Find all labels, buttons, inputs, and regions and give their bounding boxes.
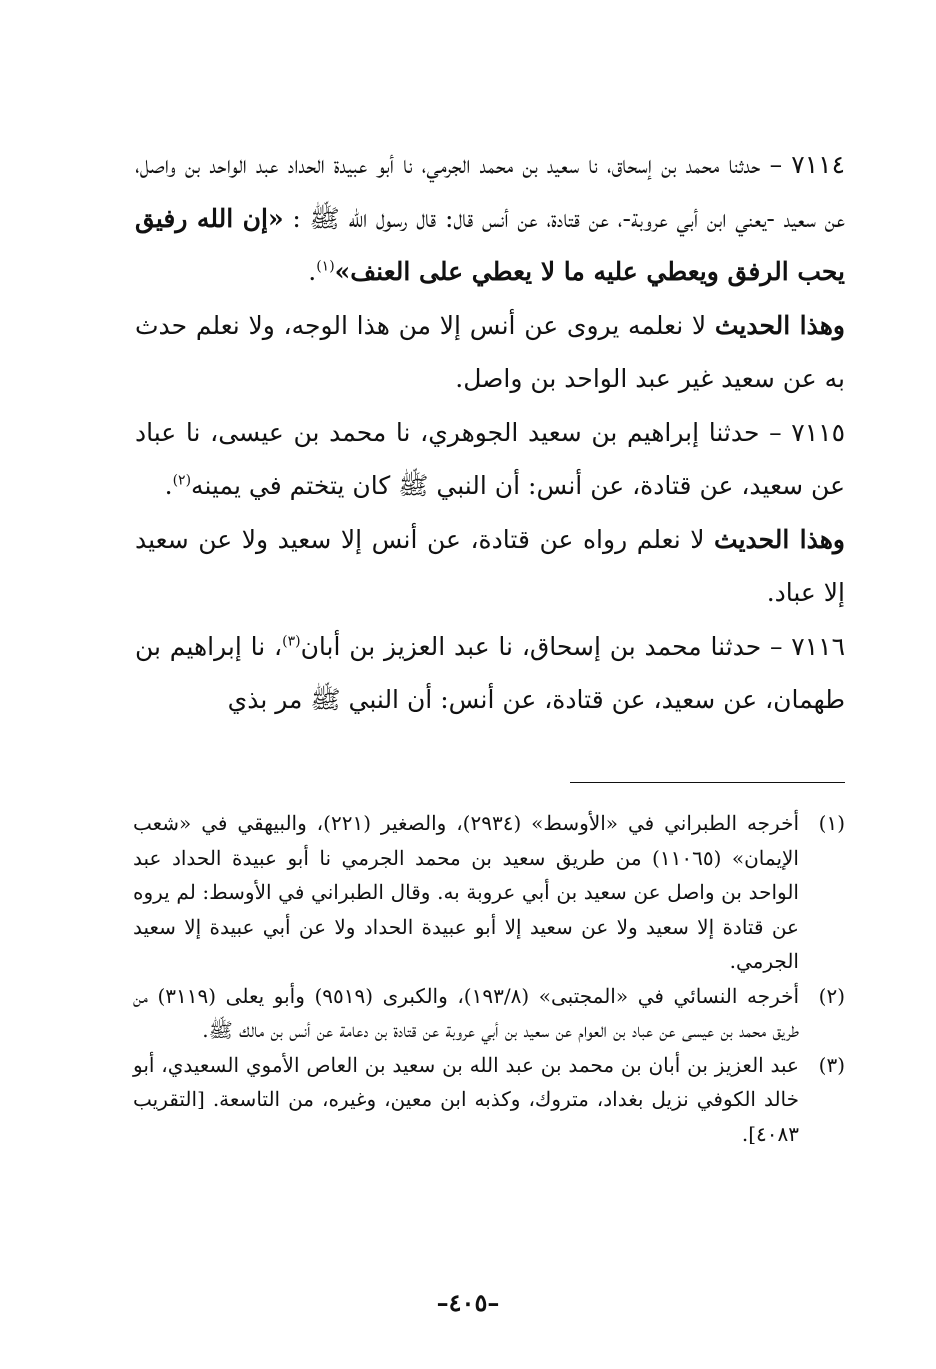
footnote-text: أخرجه الطبراني في «الأوسط» (٢٩٣٤)، والصغير (٢٢١)، والبيهقي في «شعب الإيمان» (١١٠٦٥) من طريق سعيد بن محمد الجرمي نا أبو عبيدة الحداد عبد الواحد بن واصل عن سعيد بن أبي عروبة به. وقال الطبراني في الأوسط: لم يروه عن قتادة إلا سعيد ولا عن سعيد إلا أبو عبيدة الحداد ولا عن أبي عبيدة إلا سعيد الجرمي. [133, 811, 799, 973]
footnote-number: (٣) [818, 1052, 845, 1077]
main-text [135, 138, 845, 727]
footnote-1 [133, 806, 845, 979]
hadith-7116: ٧١١٦ – حدثنا محمد بن إسحاق، نا عبد العزيز بن أبان$^{(٣)}$، نا إبراهيم بن طهمان، عن سعيد، عن قتادة، عن أنس: أن النبي ﷺ مر بذي [135, 631, 846, 714]
footnote-text: عبد العزيز بن أبان بن محمد بن عبد الله بن سعيد بن العاص الأموي السعيدي، أبو خالد الكوفي نزيل بغداد، متروك، وكذبه ابن معين، وغيره، من التاسعة. [التقريب ٤٠٨٣]. [133, 1052, 799, 1146]
footnote-2 [133, 979, 845, 1048]
footnote-number: (٢) [818, 983, 845, 1008]
footnotes [133, 806, 845, 1151]
footnote-3 [133, 1048, 845, 1152]
footnote-ref-3[interactable]: (٣) [282, 633, 301, 650]
comment-7115: وهذا الحديث لا نعلم رواه عن قتادة، عن أنس إلا سعيد ولا عن سعيد إلا عباد. [135, 524, 846, 607]
comment-lead: وهذا الحديث [714, 310, 846, 340]
hadith-7115: ٧١١٥ – حدثنا إبراهيم بن سعيد الجوهري، نا محمد بن عيسى، نا عباد عن سعيد، عن قتادة، عن أنس: أن النبي ﷺ كان يتختم في يمينه$^{(٢)}$. [135, 417, 845, 500]
footnote-ref-1[interactable]: (١) [316, 258, 335, 275]
comment-lead: وهذا الحديث [714, 524, 846, 554]
comment-7114: وهذا الحديث لا نعلمه يروى عن أنس إلا من هذا الوجه، ولا نعلم حدث به عن سعيد غير عبد الواحد بن واصل. [135, 310, 846, 393]
footnote-ref-2[interactable]: (٢) [172, 472, 192, 489]
footnote-text: أخرجه النسائي في «المجتبى» (١٩٣/٨)، والكبرى (٩٥١٩) وأبو يعلى (٣١١٩) من طريق محمد بن عيسى عن عباد بن العوام عن سعيد بن أبي عروبة عن قتادة بن دعامة عن أنس بن مالك ﷺ. [133, 983, 800, 1042]
footnote-separator [570, 782, 845, 783]
footnote-number: (١) [818, 811, 845, 835]
hadith-7114-matn: «إن الله رفيق يحب الرفق ويعطي عليه ما لا يعطي على العنف» [135, 203, 845, 286]
hadith-7114: ٧١١٤ – حدثنا محمد بن إسحاق، نا سعيد بن محمد الجرمي، نا أبو عبيدة الحداد عبد الواحد بن واصل، عن سعيد -يعني ابن أبي عروبة-، عن قتادة، عن أنس قال: قال رسول الله ﷺ : «إن الله رفيق يحب الرفق ويعطي عليه ما لا يعطي على العنف»$^{(١)}$. [135, 150, 846, 286]
hadith-7114-isnad: ٧١١٤ – حدثنا محمد بن إسحاق، نا سعيد بن محمد الجرمي، نا أبو عبيدة الحداد عبد الواحد بن واصل، عن سعيد -يعني ابن أبي عروبة-، عن قتادة، عن أنس قال: قال رسول الله ﷺ : [135, 150, 846, 233]
page-number: –٤٠٥– [436, 1288, 500, 1317]
